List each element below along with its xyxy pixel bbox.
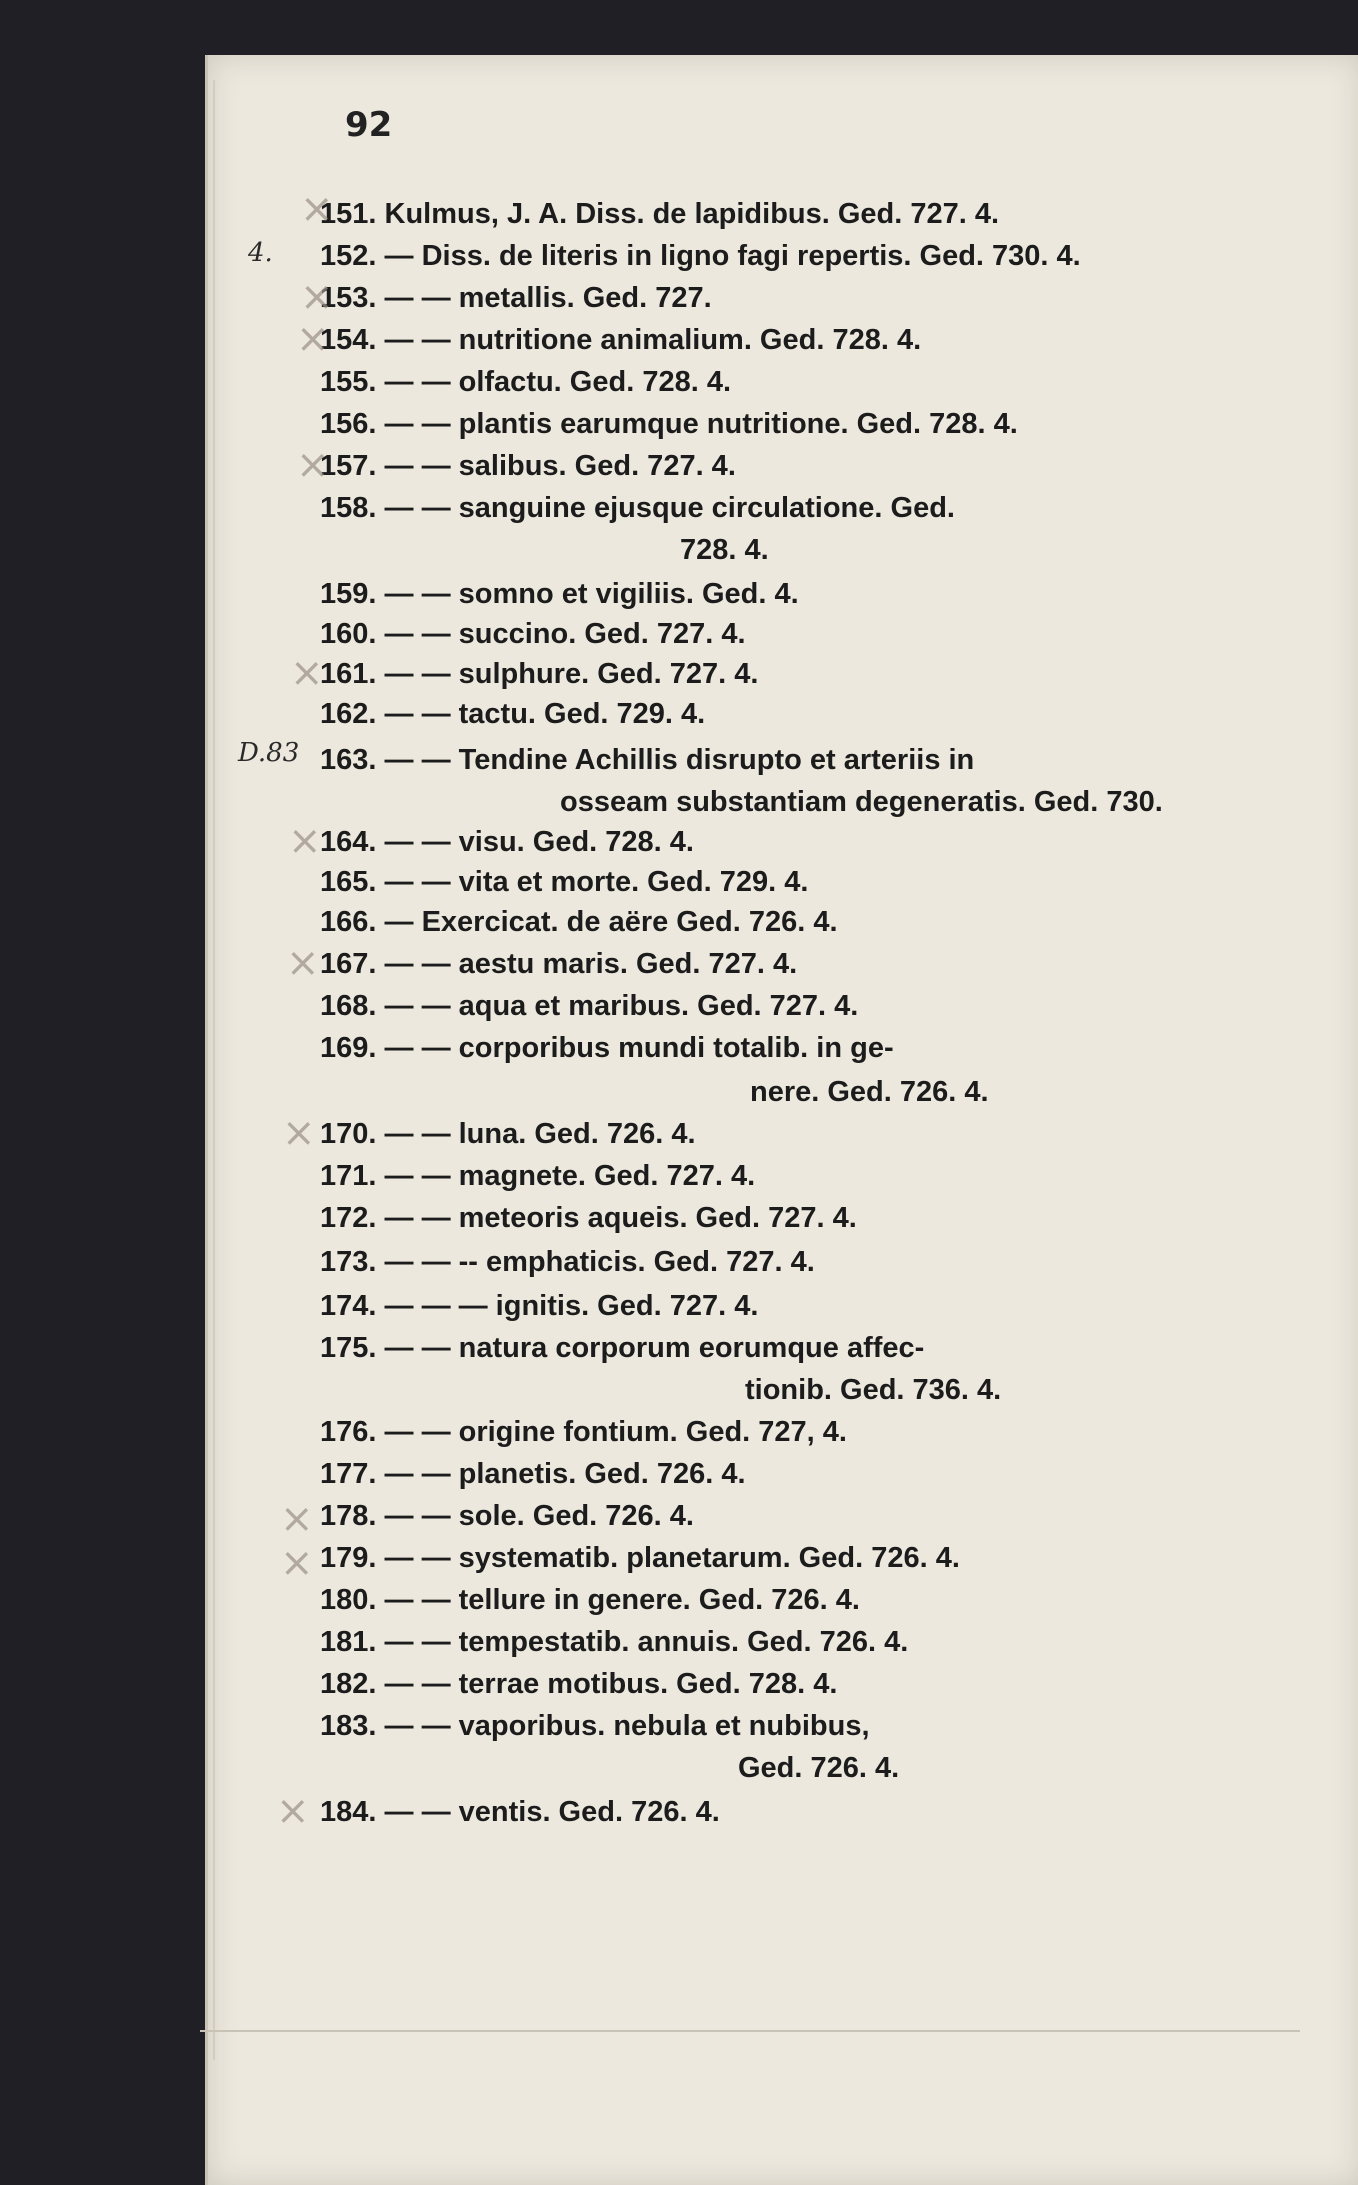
page-number: 92 xyxy=(345,105,393,145)
entry-162: 162. — — tactu. Ged. 729. 4. xyxy=(320,698,706,730)
entry-183-cont: Ged. 726. 4. xyxy=(738,1752,900,1784)
entry-154: 154. — — nutritione animalium. Ged. 728. 4. xyxy=(320,324,922,356)
entry-161: 161. — — sulphure. Ged. 727. 4. xyxy=(320,658,759,690)
entry-157: 157. — — salibus. Ged. 727. 4. xyxy=(320,450,736,482)
pencil-cross-mark: × xyxy=(296,316,330,362)
entry-158: 158. — — sanguine ejusque circulatione. Ged. xyxy=(320,492,955,524)
pencil-cross-mark: × xyxy=(282,1110,316,1156)
entry-171: 171. — — magnete. Ged. 727. 4. xyxy=(320,1160,756,1192)
page-bottom-rule xyxy=(200,2030,1300,2032)
entry-177: 177. — — planetis. Ged. 726. 4. xyxy=(320,1458,746,1490)
entry-173: 173. — — -- emphaticis. Ged. 727. 4. xyxy=(320,1246,815,1278)
entry-160: 160. — — succino. Ged. 727. 4. xyxy=(320,618,746,650)
handwritten-note: D.83 xyxy=(238,738,300,768)
pencil-cross-mark: × xyxy=(280,1496,314,1542)
pencil-cross-mark: × xyxy=(288,818,322,864)
entry-155: 155. — — olfactu. Ged. 728. 4. xyxy=(320,366,732,398)
entry-158-cont: 728. 4. xyxy=(680,534,769,566)
entry-176: 176. — — origine fontium. Ged. 727, 4. xyxy=(320,1416,847,1448)
pencil-cross-mark: × xyxy=(296,442,330,488)
pencil-cross-mark: × xyxy=(300,274,334,320)
entry-180: 180. — — tellure in genere. Ged. 726. 4. xyxy=(320,1584,860,1616)
entry-156: 156. — — plantis earumque nutritione. Ged. 728. 4. xyxy=(320,408,1018,440)
entry-169: 169. — — corporibus mundi totalib. in ge- xyxy=(320,1032,894,1064)
entry-179: 179. — — systematib. planetarum. Ged. 726. 4. xyxy=(320,1542,960,1574)
entry-152: 152. — Diss. de literis in ligno fagi repertis. Ged. 730. 4. xyxy=(320,240,1081,272)
entry-166: 166. — Exercicat. de aëre Ged. 726. 4. xyxy=(320,906,838,938)
pencil-cross-mark: × xyxy=(280,1540,314,1586)
entry-181: 181. — — tempestatib. annuis. Ged. 726. 4. xyxy=(320,1626,909,1658)
entry-167: 167. — — aestu maris. Ged. 727. 4. xyxy=(320,948,798,980)
entry-175: 175. — — natura corporum eorumque affec- xyxy=(320,1332,925,1364)
entry-182: 182. — — terrae motibus. Ged. 728. 4. xyxy=(320,1668,838,1700)
entry-184: 184. — — ventis. Ged. 726. 4. xyxy=(320,1796,720,1828)
pencil-cross-mark: × xyxy=(290,650,324,696)
entry-165: 165. — — vita et morte. Ged. 729. 4. xyxy=(320,866,809,898)
pencil-cross-mark: × xyxy=(276,1788,310,1834)
entry-170: 170. — — luna. Ged. 726. 4. xyxy=(320,1118,696,1150)
entry-175-cont: tionib. Ged. 736. 4. xyxy=(745,1374,1002,1406)
entry-163-cont: osseam substantiam degeneratis. Ged. 730. xyxy=(560,786,1163,818)
entry-169-cont: nere. Ged. 726. 4. xyxy=(750,1076,989,1108)
entry-159: 159. — — somno et vigiliis. Ged. 4. xyxy=(320,578,799,610)
entry-178: 178. — — sole. Ged. 726. 4. xyxy=(320,1500,694,1532)
pencil-cross-mark: × xyxy=(286,940,320,986)
entry-168: 168. — — aqua et maribus. Ged. 727. 4. xyxy=(320,990,859,1022)
entry-151: 151. Kulmus, J. A. Diss. de lapidibus. Ged. 727. 4. xyxy=(320,198,1000,230)
entry-163: 163. — — Tendine Achillis disrupto et arteriis in xyxy=(320,744,975,776)
entry-172: 172. — — meteoris aqueis. Ged. 727. 4. xyxy=(320,1202,857,1234)
page-edge-rule xyxy=(213,80,215,2060)
entry-174: 174. — — — ignitis. Ged. 727. 4. xyxy=(320,1290,759,1322)
handwritten-note: 4. xyxy=(248,238,273,268)
entry-164: 164. — — visu. Ged. 728. 4. xyxy=(320,826,694,858)
pencil-cross-mark: × xyxy=(300,186,334,232)
entry-183: 183. — — vaporibus. nebula et nubibus, xyxy=(320,1710,870,1742)
entry-153: 153. — — metallis. Ged. 727. xyxy=(320,282,712,314)
